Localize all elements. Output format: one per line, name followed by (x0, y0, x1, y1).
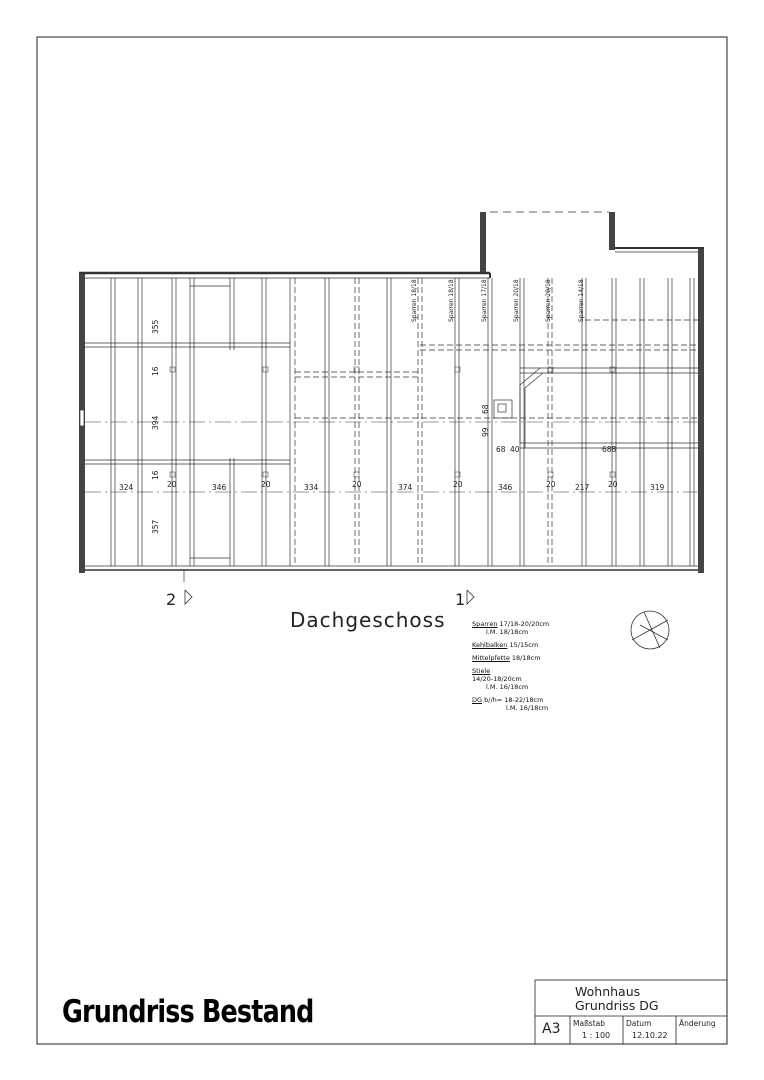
dim-width: 346 (212, 483, 227, 492)
changes-label: Änderung (679, 1019, 716, 1028)
legend-sparren (472, 620, 549, 636)
drawing-title: Dachgeschoss (290, 608, 446, 632)
dim-stair: 99 (481, 427, 490, 437)
dim-gap: 20 (352, 480, 362, 489)
legend-label: Kehlbalken (472, 641, 508, 649)
date-label: Datum (626, 1019, 652, 1028)
dim-depth: 357 (151, 519, 160, 534)
legend-label: Sparren (472, 620, 498, 628)
legend-kehlbalken (472, 641, 549, 649)
dim-depth: 355 (151, 319, 160, 334)
dim-stair: 688 (602, 445, 617, 454)
dim-gap: 20 (608, 480, 618, 489)
wall-stair-right (609, 212, 615, 250)
wall-right (698, 247, 704, 573)
sheet-border (37, 37, 727, 1044)
dim-width: 319 (650, 483, 665, 492)
dim-stair: 68 (481, 404, 490, 414)
chimney (494, 400, 512, 418)
rafter-label: Sparren 20/18 (513, 279, 520, 322)
legend-value: l.M. 16/18cm (506, 704, 549, 712)
legend-value: 15/15cm (509, 641, 539, 649)
rafter-label: Sparren 18/18 (411, 279, 418, 322)
dim-gap: 20 (453, 480, 463, 489)
legend-value: l.M. 16/18cm (486, 683, 529, 691)
legend-value: 18/18cm (511, 654, 541, 662)
legend-value: 14/20-18/20cm (472, 675, 522, 683)
scale-label: Maßstab (573, 1019, 605, 1028)
paper-format: A3 (542, 1021, 561, 1037)
dim-width: 217 (575, 483, 590, 492)
dim-stair: 68 (496, 445, 506, 454)
section-marker-1: 1 (455, 590, 466, 609)
date-value: 12.10.22 (632, 1031, 668, 1040)
legend-label: Mittelpfette (472, 654, 510, 662)
rafter-label: Sparren 17/18 (481, 279, 488, 322)
legend (472, 620, 549, 717)
wall-stair-left (480, 212, 486, 272)
dim-stair: 40 (510, 445, 520, 454)
dim-gap: 20 (167, 480, 177, 489)
legend-value: b//h= 18-22/18cm (484, 696, 544, 704)
rafter-label: Sparren 18/18 (448, 279, 455, 322)
sheet-title: Grundriss Bestand (62, 994, 314, 1030)
legend-label: DG (472, 696, 483, 704)
legend-stiele (472, 667, 549, 691)
section-marker-2: 2 (166, 590, 177, 609)
rafter-label: Sparren 14/18 (578, 279, 585, 322)
dim-depth: 394 (151, 415, 160, 430)
north-arrow-icon (631, 611, 669, 649)
dim-gap: 20 (261, 480, 271, 489)
project-name: Wohnhaus (575, 984, 641, 999)
legend-mittelpfette (472, 654, 549, 662)
legend-value: 17/18-20/20cm (499, 620, 550, 628)
legend-label: Stiele (472, 667, 491, 675)
dim-width: 334 (304, 483, 319, 492)
dim-width: 374 (398, 483, 413, 492)
scale-value: 1 : 100 (582, 1031, 611, 1040)
rafter-label: Sparren 20/18 (545, 279, 552, 322)
dim-width: 346 (498, 483, 513, 492)
dim-small: 16 (151, 366, 160, 376)
dim-width: 324 (119, 483, 134, 492)
title-block-project (575, 985, 659, 1013)
legend-dg (472, 696, 549, 712)
dim-small: 16 (151, 470, 160, 480)
dim-gap: 20 (546, 480, 556, 489)
drawing-name: Grundriss DG (575, 998, 659, 1013)
legend-value: l.M. 18/18cm (486, 628, 529, 636)
